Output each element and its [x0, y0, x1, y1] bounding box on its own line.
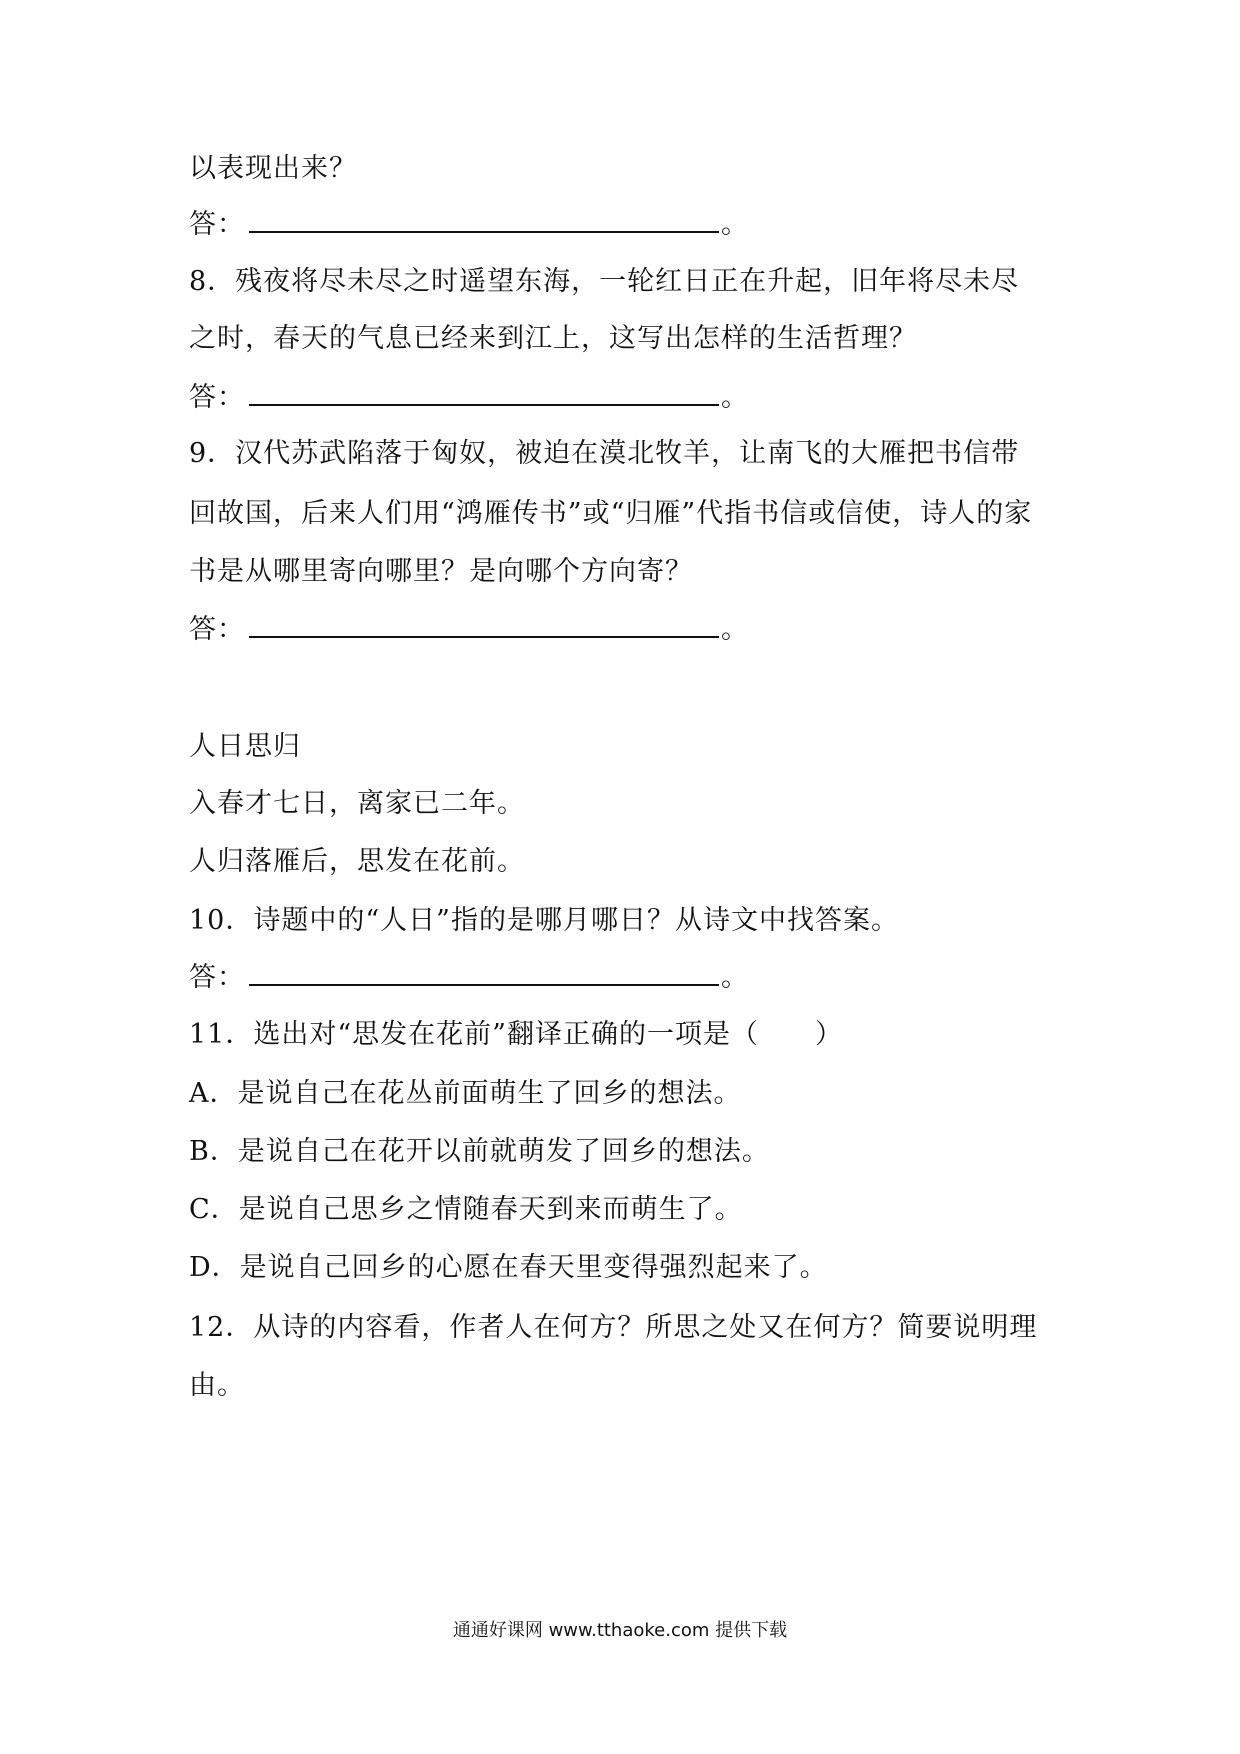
poem-line-2: 人归落雁后，思发在花前。: [189, 846, 525, 877]
answer-period: 。: [721, 382, 749, 413]
option-a[interactable]: A．是说自己在花丛前面萌生了回乡的想法。: [189, 1078, 742, 1109]
answer-line-8: [189, 378, 749, 418]
option-c[interactable]: C．是说自己思乡之情随春天到来而萌生了。: [189, 1194, 743, 1225]
answer-label: 答：: [189, 614, 245, 645]
question-10: 10．诗题中的“人日”指的是哪月哪日？从诗文中找答案。: [189, 905, 899, 936]
answer-blank[interactable]: [249, 380, 719, 406]
answer-blank[interactable]: [249, 612, 719, 638]
option-d[interactable]: D．是说自己回乡的心愿在春天里变得强烈起来了。: [189, 1252, 828, 1283]
answer-period: 。: [721, 962, 749, 993]
question-12-line-2: 由。: [189, 1370, 245, 1401]
question-8-line-1: 8．残夜将尽未尽之时遥望东海，一轮红日正在升起，旧年将尽未尽: [189, 266, 1020, 297]
poem-title: 人日思归: [189, 731, 301, 762]
answer-line-7: [189, 205, 749, 245]
answer-line-9: [189, 610, 749, 650]
question-9-line-1: 9．汉代苏武陷落于匈奴，被迫在漠北牧羊，让南飞的大雁把书信带: [189, 438, 1020, 469]
poem-line-1: 入春才七日，离家已二年。: [189, 788, 525, 819]
question-11: 11．选出对“思发在花前”翻译正确的一项是（ ）: [189, 1019, 843, 1050]
question-9-line-3: 书是从哪里寄向哪里？是向哪个方向寄？: [189, 556, 693, 587]
answer-label: 答：: [189, 962, 245, 993]
page-footer: 通通好课网 www.tthaoke.com 提供下载: [452, 1620, 788, 1641]
question-7-continuation: 以表现出来？: [189, 153, 357, 184]
answer-label: 答：: [189, 209, 245, 240]
answer-period: 。: [721, 209, 749, 240]
question-8-line-2: 之时，春天的气息已经来到江上，这写出怎样的生活哲理？: [189, 323, 917, 354]
answer-blank[interactable]: [249, 960, 719, 986]
option-b[interactable]: B．是说自己在花开以前就萌发了回乡的想法。: [189, 1136, 770, 1167]
question-9-line-2: 回故国，后来人们用“鸿雁传书”或“归雁”代指书信或信使，诗人的家: [189, 498, 1033, 529]
answer-period: 。: [721, 614, 749, 645]
question-12-line-1: 12．从诗的内容看，作者人在何方？所思之处又在何方？简要说明理: [189, 1312, 1038, 1343]
answer-blank[interactable]: [249, 207, 719, 233]
answer-line-10: [189, 958, 749, 998]
answer-label: 答：: [189, 382, 245, 413]
